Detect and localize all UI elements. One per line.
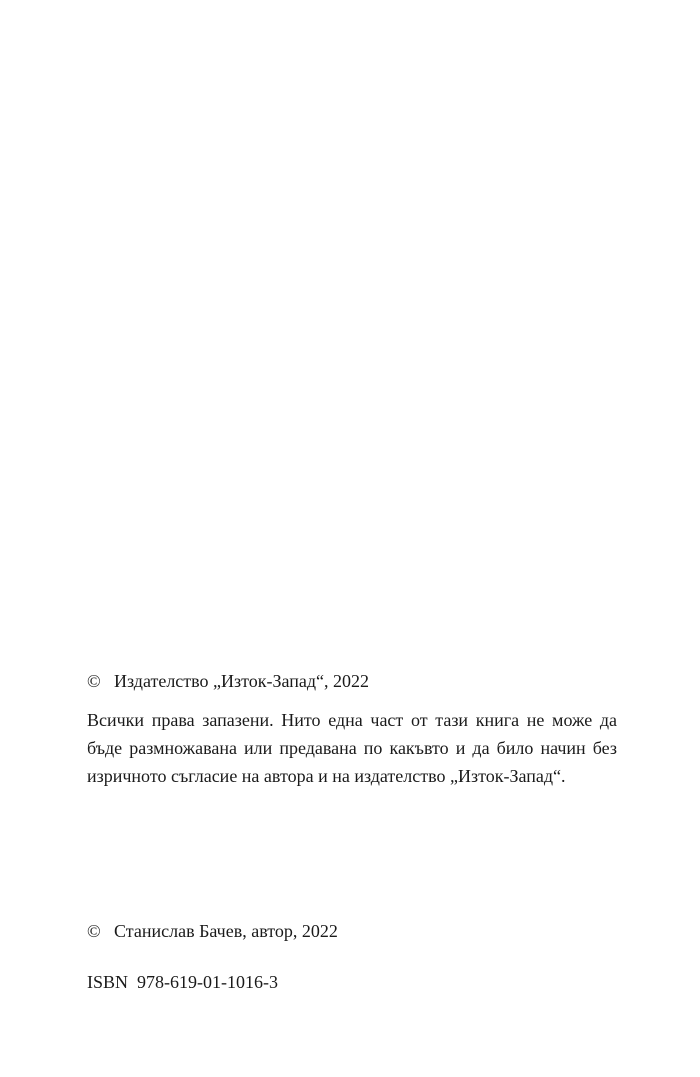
isbn-number: 978-619-01-1016-3 [137, 972, 278, 992]
author-copyright [87, 917, 617, 945]
author-copyright-text: Станислав Бачев, автор, 2022 [114, 921, 338, 941]
rights-notice: Всички права запазени. Нито една част от тази книга не може да бъде размножавана или предавана по какъвто и да било начин без изричното съгласие на автора и на издателство „Изток-Запад“. [87, 710, 617, 786]
copyright-symbol: © [87, 671, 101, 691]
publisher-copyright-text: Издателство „Изток-Запад“, 2022 [114, 671, 370, 691]
publisher-copyright [87, 667, 617, 695]
isbn-label: ISBN [87, 972, 129, 992]
isbn-line [87, 968, 617, 996]
copyright-symbol: © [87, 921, 101, 941]
